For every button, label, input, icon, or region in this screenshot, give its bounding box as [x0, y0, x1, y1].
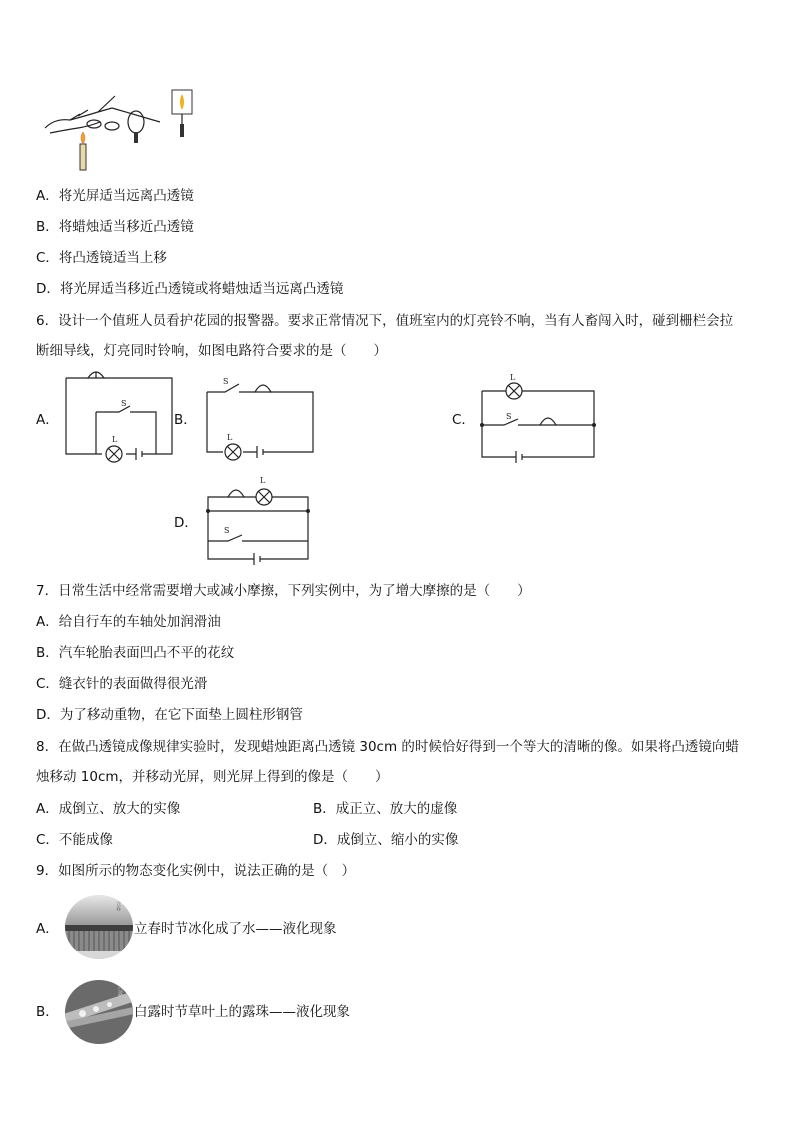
- question-8-stem-1: 8．在做凸透镜成像规律实验时，发现蜡烛距离凸透镜 30cm 的时候恰好得到一个等大的清晰的像。如果将凸透镜向蜡: [36, 739, 739, 755]
- switch-label: S: [121, 399, 127, 408]
- question-9-stem: 9．如图所示的物态变化实例中，说法正确的是（ ）: [36, 863, 356, 879]
- circuit-d-label: D．: [174, 515, 198, 531]
- question-8-stem-2: 烛移动 10cm，并移动光屏，则光屏上得到的像是（ ）: [36, 769, 389, 785]
- photo-seal-text: 立春: [115, 901, 121, 911]
- option-b: B．成正立、放大的虚像: [313, 801, 458, 817]
- circuit-c: [478, 375, 598, 465]
- spring-ice-photo: [65, 895, 133, 959]
- option-b: B．将蜡烛适当移近凸透镜: [36, 219, 194, 235]
- photo-seal-text: 白露: [117, 986, 123, 996]
- option-d: D．为了移动重物，在它下面垫上圆柱形钢管: [36, 707, 303, 723]
- circuit-d: [204, 473, 312, 565]
- question-7-stem: 7．日常生活中经常需要增大或减小摩擦，下列实例中，为了增大摩擦的是（ ）: [36, 583, 531, 599]
- lamp-label: L: [510, 373, 516, 382]
- circuit-a-label: A．: [36, 412, 59, 428]
- question-6-stem-1: 6．设计一个值班人员看护花园的报警器。要求正常情况下，值班室内的灯亮铃不响，当有人畜闯入时，碰到栅栏会拉: [36, 313, 734, 329]
- option-a-label: A．: [36, 921, 59, 937]
- circuit-b-label: B．: [174, 412, 197, 428]
- circuit-c-label: C．: [452, 412, 475, 428]
- option-d: D．成倒立、缩小的实像: [313, 832, 459, 848]
- option-b: B．汽车轮胎表面凹凸不平的花纹: [36, 645, 235, 661]
- option-c: C．将凸透镜适当上移: [36, 250, 167, 266]
- option-a: A．将光屏适当远离凸透镜: [36, 188, 194, 204]
- circuit-b: [205, 372, 317, 462]
- lamp-label: L: [260, 476, 266, 485]
- lamp-label: L: [112, 435, 118, 444]
- option-d: D．将光屏适当移近凸透镜或将蜡烛适当远离凸透镜: [36, 281, 344, 297]
- lamp-label: L: [227, 433, 233, 442]
- option-c: C．不能成像: [36, 832, 113, 848]
- option-c: C．缝衣针的表面做得很光滑: [36, 676, 208, 692]
- option-b-text: 白露时节草叶上的露珠——液化现象: [134, 1004, 350, 1020]
- circuit-a: [64, 368, 176, 460]
- switch-label: S: [224, 526, 230, 535]
- switch-label: S: [506, 412, 512, 421]
- option-a: A．给自行车的车轴处加润滑油: [36, 614, 221, 630]
- switch-label: S: [223, 377, 229, 386]
- lens-experiment-figure: [40, 88, 220, 173]
- dew-grass-photo: [65, 980, 133, 1044]
- question-6-stem-2: 断细导线，灯亮同时铃响，如图电路符合要求的是（ ）: [36, 343, 387, 359]
- option-a-text: 立春时节冰化成了水——液化现象: [134, 921, 337, 937]
- option-a: A．成倒立、放大的实像: [36, 801, 181, 817]
- option-b-label: B．: [36, 1004, 59, 1020]
